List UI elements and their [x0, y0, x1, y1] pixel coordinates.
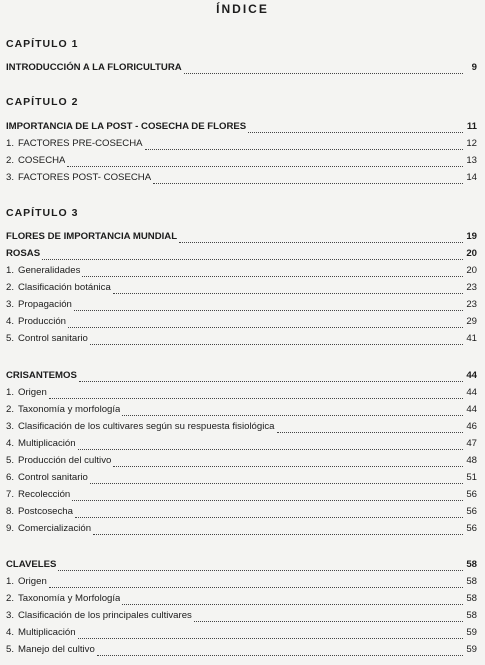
toc-entry[interactable]: [6, 281, 477, 295]
entry-number: 3.: [6, 172, 15, 183]
entry-number: 3.: [6, 299, 15, 310]
entry-label: FACTORES POST- COSECHA: [18, 172, 152, 183]
entry-number: 5.: [6, 333, 15, 344]
entry-page: 23: [466, 282, 477, 293]
entry-label: CLAVELES: [6, 559, 57, 570]
toc-entry[interactable]: [6, 386, 477, 400]
leader-dots: [58, 562, 463, 571]
entry-label: Comercialización: [18, 523, 92, 534]
entry-number: 6.: [6, 472, 15, 483]
entry-number: 2.: [6, 593, 15, 604]
entry-number: 2.: [6, 282, 15, 293]
toc-entry[interactable]: [6, 575, 477, 589]
toc-entry[interactable]: [6, 420, 477, 434]
entry-page: 9: [471, 62, 477, 73]
entry-label: Producción del cultivo: [18, 455, 112, 466]
leader-dots: [248, 124, 463, 133]
entry-page: 56: [466, 489, 477, 500]
leader-dots: [184, 65, 463, 74]
page-title: ÍNDICE: [216, 2, 269, 16]
entry-number: 4.: [6, 438, 15, 449]
entry-page: 29: [466, 316, 477, 327]
entry-label: Propagación: [18, 299, 72, 310]
entry-label: Recolección: [18, 489, 71, 500]
entry-label: Clasificación botánica: [18, 282, 111, 293]
toc-entry[interactable]: [6, 471, 477, 485]
leader-dots: [179, 234, 463, 243]
leader-dots: [49, 579, 463, 588]
entry-number: 8.: [6, 506, 15, 517]
entry-number: 9.: [6, 523, 15, 534]
entry-label: Generalidades: [18, 265, 81, 276]
leader-dots: [122, 407, 463, 416]
entry-page: 14: [466, 172, 477, 183]
entry-number: 5.: [6, 644, 15, 655]
entry-label: IMPORTANCIA DE LA POST - COSECHA DE FLORES: [6, 121, 247, 132]
toc-section-crisantemos[interactable]: [6, 369, 477, 383]
entry-page: 44: [466, 387, 477, 398]
leader-dots: [113, 285, 463, 294]
entry-label: COSECHA: [18, 155, 66, 166]
entry-label: Control sanitario: [18, 333, 88, 344]
toc-entry[interactable]: [6, 505, 477, 519]
entry-number: 5.: [6, 455, 15, 466]
toc-entry[interactable]: [6, 264, 477, 278]
toc-entry[interactable]: [6, 137, 477, 151]
entry-label: Multiplicación: [18, 438, 76, 449]
toc-entry[interactable]: [6, 609, 477, 623]
leader-dots: [90, 475, 463, 484]
entry-page: 58: [466, 593, 477, 604]
leader-dots: [78, 441, 463, 450]
toc-entry[interactable]: [6, 488, 477, 502]
leader-dots: [49, 390, 463, 399]
entry-page: 56: [466, 523, 477, 534]
toc-entry[interactable]: [6, 298, 477, 312]
entry-label: CRISANTEMOS: [6, 370, 77, 381]
entry-page: 59: [466, 627, 477, 638]
entry-page: 20: [466, 265, 477, 276]
entry-label: Control sanitario: [18, 472, 88, 483]
entry-number: 1.: [6, 138, 15, 149]
entry-page: 13: [466, 155, 477, 166]
entry-label: Producción: [18, 316, 66, 327]
toc-entry[interactable]: [6, 522, 477, 536]
chapter-3-heading: CAPÍTULO 3: [6, 207, 79, 219]
toc-entry[interactable]: [6, 626, 477, 640]
entry-label: Taxonomía y morfología: [18, 404, 121, 415]
entry-label: Manejo del cultivo: [18, 644, 95, 655]
entry-label: FACTORES PRE-COSECHA: [18, 138, 143, 149]
leader-dots: [145, 141, 463, 150]
entry-page: 23: [466, 299, 477, 310]
entry-label: Clasificación de los principales cultivares: [18, 610, 192, 621]
entry-page: 46: [466, 421, 477, 432]
entry-page: 47: [466, 438, 477, 449]
entry-number: 7.: [6, 489, 15, 500]
toc-entry[interactable]: [6, 592, 477, 606]
leader-dots: [42, 251, 463, 260]
toc-entry[interactable]: [6, 61, 477, 75]
entry-number: 1.: [6, 576, 15, 587]
leader-dots: [68, 319, 463, 328]
leader-dots: [113, 458, 463, 467]
leader-dots: [75, 509, 463, 518]
entry-page: 12: [466, 138, 477, 149]
leader-dots: [79, 373, 463, 382]
toc-entry[interactable]: [6, 154, 477, 168]
entry-number: 1.: [6, 387, 15, 398]
entry-page: 19: [466, 231, 477, 242]
entry-label: INTRODUCCIÓN A LA FLORICULTURA: [6, 62, 182, 73]
entry-page: 59: [466, 644, 477, 655]
entry-page: 58: [466, 559, 477, 570]
leader-dots: [97, 647, 463, 656]
chapter-1-heading: CAPÍTULO 1: [6, 38, 79, 50]
toc-entry[interactable]: [6, 403, 477, 417]
leader-dots: [78, 630, 463, 639]
leader-dots: [74, 302, 463, 311]
entry-page: 51: [466, 472, 477, 483]
entry-label: Origen: [18, 387, 47, 398]
entry-page: 48: [466, 455, 477, 466]
entry-label: Postcosecha: [18, 506, 73, 517]
leader-dots: [90, 336, 463, 345]
leader-dots: [194, 613, 463, 622]
toc-entry[interactable]: [6, 120, 477, 134]
leader-dots: [72, 492, 463, 501]
entry-page: 58: [466, 610, 477, 621]
toc-section-claveles[interactable]: [6, 558, 477, 572]
entry-page: 20: [466, 248, 477, 259]
entry-label: Taxonomía y Morfología: [18, 593, 121, 604]
entry-number: 4.: [6, 316, 15, 327]
entry-page: 58: [466, 576, 477, 587]
entry-number: 2.: [6, 155, 15, 166]
leader-dots: [122, 596, 463, 605]
leader-dots: [153, 175, 463, 184]
chapter-2-heading: CAPÍTULO 2: [6, 96, 79, 108]
entry-page: 44: [466, 370, 477, 381]
toc-entry[interactable]: [6, 454, 477, 468]
toc-entry[interactable]: [6, 437, 477, 451]
entry-number: 2.: [6, 404, 15, 415]
leader-dots: [67, 158, 463, 167]
entry-label: Origen: [18, 576, 47, 587]
toc-entry[interactable]: [6, 643, 477, 657]
toc-entry[interactable]: [6, 171, 477, 185]
leader-dots: [82, 268, 463, 277]
toc-entry[interactable]: [6, 315, 477, 329]
entry-number: 4.: [6, 627, 15, 638]
entry-label: FLORES DE IMPORTANCIA MUNDIAL: [6, 231, 178, 242]
leader-dots: [277, 424, 464, 433]
leader-dots: [93, 526, 463, 535]
entry-label: Clasificación de los cultivares según su respuesta fisiológica: [18, 421, 275, 432]
entry-number: 3.: [6, 421, 15, 432]
entry-number: 3.: [6, 610, 15, 621]
entry-page: 44: [466, 404, 477, 415]
entry-number: 1.: [6, 265, 15, 276]
entry-label: Multiplicación: [18, 627, 76, 638]
toc-entry[interactable]: [6, 332, 477, 346]
entry-label: ROSAS: [6, 248, 41, 259]
toc-section-rosas[interactable]: [6, 247, 477, 261]
entry-page: 56: [466, 506, 477, 517]
toc-entry[interactable]: [6, 230, 477, 244]
entry-page: 41: [466, 333, 477, 344]
entry-page: 11: [466, 121, 477, 132]
